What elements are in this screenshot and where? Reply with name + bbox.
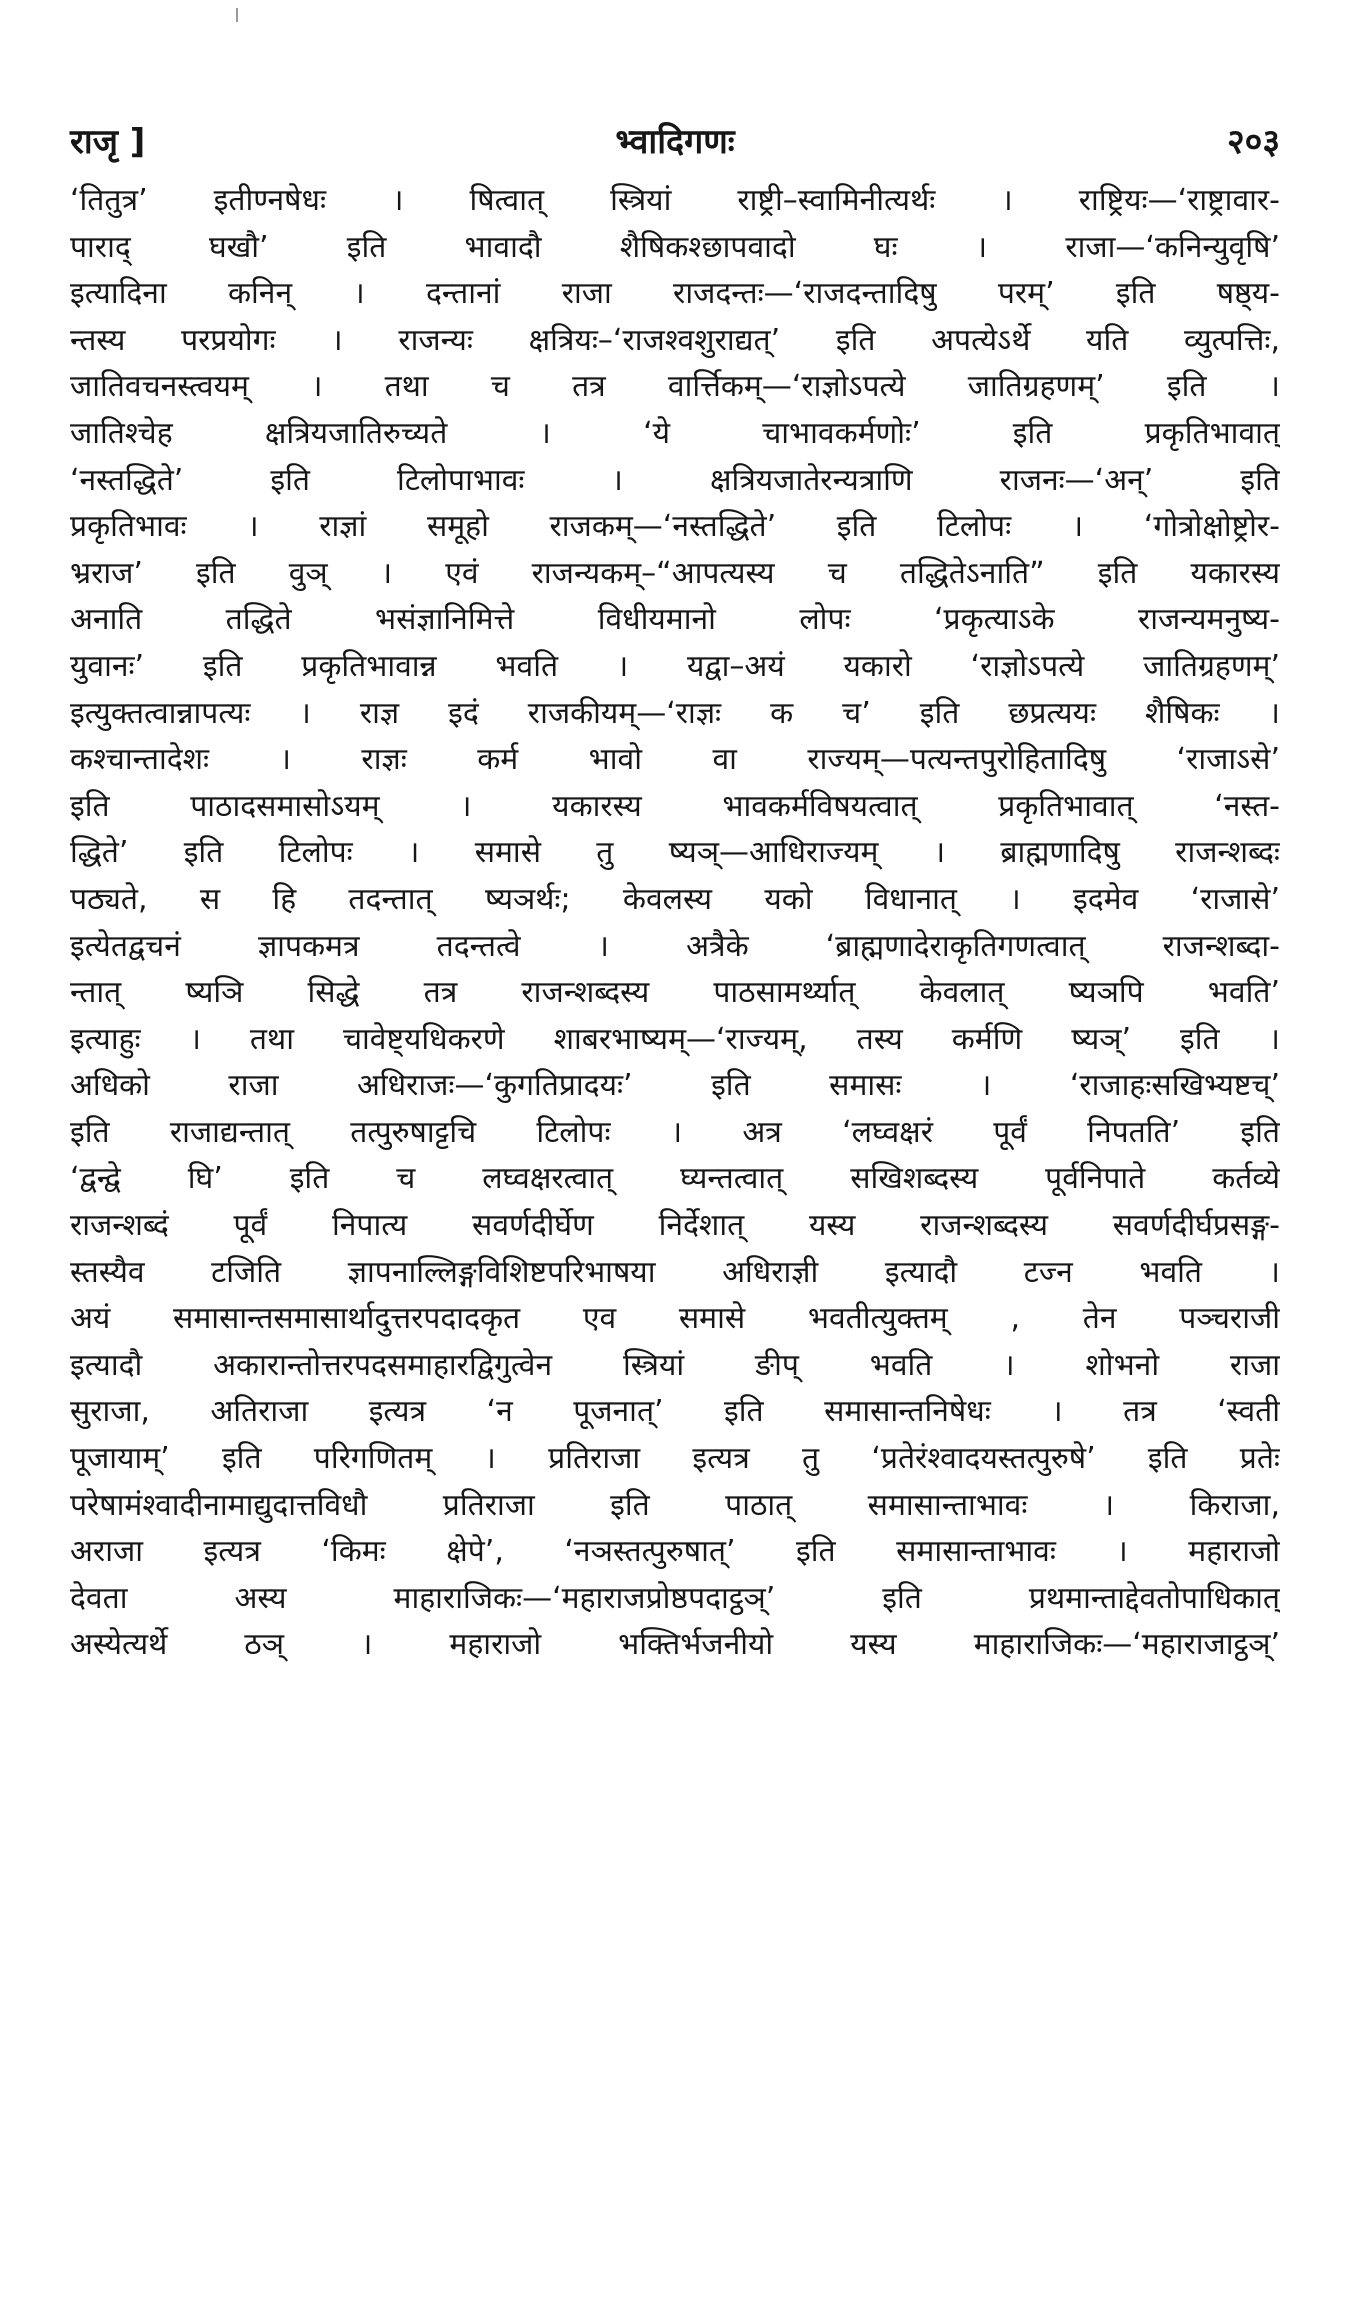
text-line: पूजायाम्’ इति परिगणितम् । प्रतिराजा इत्यत्र तु ‘प्रतेरंश्वादयस्तत्पुरुषे’ इति प्रतेः — [70, 1441, 1280, 1477]
text-line: अराजा इत्यत्र ‘किमः क्षेपे’, ‘नञस्तत्पुरुषात्’ इति समासान्ताभावः । महाराजो — [70, 1534, 1280, 1570]
text-line: राजन्शब्दं पूर्वं निपात्य सवर्णदीर्घेण निर्देशात् यस्य राजन्शब्दस्य सवर्णदीर्घप्रसङ्ग- — [70, 1208, 1280, 1244]
text-line: जातिश्चेह क्षत्रियजातिरुच्यते । ‘ये चाभावकर्मणोः’ इति प्रकृतिभावात् — [70, 415, 1280, 451]
text-line: इत्येतद्वचनं ज्ञापकमत्र तदन्तत्वे । अत्रैके ‘ब्राह्मणादेराकृतिगणत्वात् राजन्शब्दा- — [70, 928, 1280, 964]
text-line: जातिवचनस्त्वयम् । तथा च तत्र वार्त्तिकम्—‘राज्ञोऽपत्ये जातिग्रहणम्’ इति । — [70, 369, 1280, 405]
text-line: इति राजाद्यन्तात् तत्पुरुषाट्टचि टिलोपः । अत्र ‘लघ्वक्षरं पूर्वं निपतति’ इति — [70, 1114, 1280, 1150]
body-text — [70, 178, 1280, 1669]
text-line: न्तस्य परप्रयोगः । राजन्यः क्षत्रियः–‘राजश्वशुराद्यत्’ इति अपत्येऽर्थे यति व्युत्पत्तिः, — [70, 322, 1280, 358]
text-line: ‘तितुत्र’ इतीण्नषेधः । षित्वात् स्त्रियां राष्ट्री–स्वामिनीत्यर्थः । राष्ट्रियः—‘राष्ट्रावार- — [70, 183, 1280, 218]
text-line: न्तात् ष्यञि सिद्धे तत्र राजन्शब्दस्य पाठसामर्थ्यात् केवलात् ष्यञपि भवति’ — [70, 975, 1280, 1011]
text-line: सुराजा, अतिराजा इत्यत्र ‘न पूजनात्’ इति समासान्तनिषेधः । तत्र ‘स्वती — [70, 1394, 1280, 1430]
text-line: अस्येत्यर्थे ठञ् । महाराजो भक्तिर्भजनीयो यस्य माहाराजिकः—‘महाराजाट्ठञ्’ — [70, 1627, 1280, 1663]
text-line: द्धिते’ इति टिलोपः । समासे तु ष्यञ्—आधिराज्यम् । ब्राह्मणादिषु राजन्शब्दः — [70, 835, 1280, 871]
text-line: ‘द्वन्द्वे घि’ इति च लघ्वक्षरत्वात् घ्यन्तत्वात् सखिशब्दस्य पूर्वनिपाते कर्तव्ये — [70, 1161, 1280, 1197]
text-line: इति पाठादसमासोऽयम् । यकारस्य भावकर्मविषयत्वात् प्रकृतिभावात् ‘नस्त- — [70, 788, 1280, 824]
entry-word: राजृ ] — [70, 122, 146, 162]
text-line: देवता अस्य माहाराजिकः—‘महाराजप्रोष्ठपदाट्ठञ्’ इति प्रथमान्ताद्देवतोपाधिकात् — [70, 1580, 1280, 1616]
scan-speck — [236, 8, 238, 22]
text-line: पाराद् घखौ’ इति भावादौ शैषिकश्छापवादो घः । राजा—‘कनिन्युवृषि’ — [70, 229, 1280, 265]
text-line: इत्याहुः । तथा चावेष्ट्यधिकरणे शाबरभाष्यम्—‘राज्यम्, तस्य कर्मणि ष्यञ्’ इति । — [70, 1021, 1280, 1057]
running-head — [70, 112, 1280, 172]
text-line: भ्रराज’ इति वुञ् । एवं राजन्यकम्–“आपत्यस्य च तद्धितेऽनाति” इति यकारस्य — [70, 555, 1280, 591]
text-line: इत्यादौ अकारान्तोत्तरपदसमाहारद्विगुत्वेन स्त्रियां ङीप् भवति । शोभनो राजा — [70, 1347, 1280, 1383]
text-line: स्तस्यैव टजिति ज्ञापनाल्लिङ्गविशिष्टपरिभाषया अधिराज्ञी इत्यादौ टज्न भवति । — [70, 1254, 1280, 1290]
page-number: २०३ — [1226, 122, 1280, 162]
text-line: अनाति तद्धिते भसंज्ञानिमित्ते विधीयमानो लोपः ‘प्रकृत्याऽके राजन्यमनुष्य- — [70, 602, 1280, 638]
text-line: प्रकृतिभावः । राज्ञां समूहो राजकम्—‘नस्तद्धिते’ इति टिलोपः । ‘गोत्रोक्षोष्ट्रोर- — [70, 509, 1280, 545]
text-line: पठ्यते, स हि तदन्तात् ष्यञर्थः; केवलस्य यको विधानात् । इदमेव ‘राजासे’ — [70, 881, 1280, 917]
text-line: ‘नस्तद्धिते’ इति टिलोपाभावः । क्षत्रियजातेरन्यत्राणि राजनः—‘अन्’ इति — [70, 462, 1280, 498]
text-line: परेषामंश्वादीनामाद्युदात्तविधौ प्रतिराजा इति पाठात् समासान्ताभावः । किराजा, — [70, 1487, 1280, 1523]
chapter-title: भ्वादिगणः — [615, 122, 735, 162]
text-line: अधिको राजा अधिराजः—‘कुगतिप्रादयः’ इति समासः । ‘राजाहःसखिभ्यष्टच्’ — [70, 1068, 1280, 1104]
text-line: अयं समासान्तसमासार्थादुत्तरपदादकृत एव समासे भवतीत्युक्तम् , तेन पञ्चराजी — [70, 1301, 1280, 1337]
text-line: इत्युक्तत्वान्नापत्यः । राज्ञ इदं राजकीयम्—‘राज्ञः क च’ इति छप्रत्ययः शैषिकः । — [70, 695, 1280, 731]
text-line: कश्चान्तादेशः । राज्ञः कर्म भावो वा राज्यम्—पत्यन्तपुरोहितादिषु ‘राजाऽसे’ — [70, 742, 1280, 778]
text-line: युवानः’ इति प्रकृतिभावान्न भवति । यद्वा–अयं यकारो ‘राज्ञोऽपत्ये जातिग्रहणम्’ — [70, 648, 1280, 684]
text-line: इत्यादिना कनिन् । दन्तानां राजा राजदन्तः—‘राजदन्तादिषु परम्’ इति षष्ठ्य- — [70, 276, 1280, 312]
